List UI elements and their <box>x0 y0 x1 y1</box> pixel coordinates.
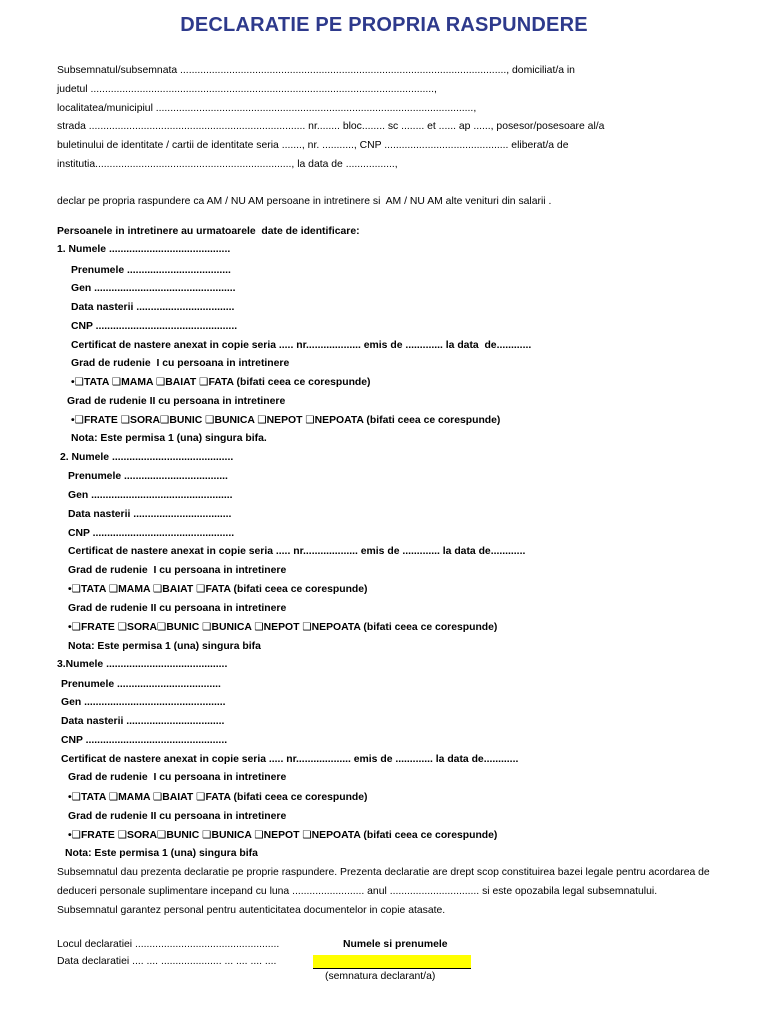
numele-si-prenumele-label: Numele si prenumele <box>343 939 448 950</box>
person3-certificat: Certificat de nastere anexat in copie seria ..... nr................... emis de ............. la data de............ <box>61 754 519 765</box>
person1-gen: Gen ................................................. <box>71 283 236 294</box>
person2-grad2-label: Grad de rudenie II cu persoana in intretinere <box>68 603 287 614</box>
declaration-text: declar pe propria raspundere ca AM / NU AM persoane in intretinere si AM / NU AM alte venituri din salarii . <box>57 196 552 207</box>
person3-grad1-label: Grad de rudenie I cu persoana in intretinere <box>68 772 287 783</box>
person1-certificat: Certificat de nastere anexat in copie seria ..... nr................... emis de ............. la data de............ <box>71 340 532 351</box>
person2-prenumele: Prenumele .................................... <box>68 471 228 482</box>
locul-declaratiei: Locul declaratiei .................................................. <box>57 939 280 950</box>
intro-line-2: judetul ......................................................................................................................., <box>57 84 437 95</box>
person1-grad2-label: Grad de rudenie II cu persoana in intretinere <box>67 396 286 407</box>
person3-nota: Nota: Este permisa 1 (una) singura bifa <box>65 848 258 859</box>
person3-numele: 3.Numele .......................................... <box>57 659 228 670</box>
person1-grad2-options[interactable]: •❑FRATE ❑SORA❑BUNIC ❑BUNICA ❑NEPOT ❑NEPOATA (bifati ceea ce corespunde) <box>71 415 501 426</box>
person2-data-nasterii: Data nasterii .................................. <box>68 509 232 520</box>
person1-grad1-label: Grad de rudenie I cu persoana in intretinere <box>71 358 290 369</box>
intro-line-5: buletinului de identitate / cartii de identitate seria ......., nr. ..........., CNP ........................................... eliberat/a de <box>57 140 569 151</box>
person1-grad1-options[interactable]: •❑TATA ❑MAMA ❑BAIAT ❑FATA (bifati ceea ce corespunde) <box>71 377 371 388</box>
person3-gen: Gen ................................................. <box>61 697 226 708</box>
person2-grad1-label: Grad de rudenie I cu persoana in intretinere <box>68 565 287 576</box>
person3-prenumele: Prenumele .................................... <box>61 679 221 690</box>
person2-gen: Gen ................................................. <box>68 490 233 501</box>
person3-data-nasterii: Data nasterii .................................. <box>61 716 225 727</box>
persons-header: Persoanele in intretinere au urmatoarele date de identificare: <box>57 226 360 237</box>
person2-grad2-options[interactable]: •❑FRATE ❑SORA❑BUNIC ❑BUNICA ❑NEPOT ❑NEPOATA (bifati ceea ce corespunde) <box>68 622 498 633</box>
person1-data-nasterii: Data nasterii .................................. <box>71 302 235 313</box>
person2-nota: Nota: Este permisa 1 (una) singura bifa <box>68 641 261 652</box>
person3-grad2-options[interactable]: •❑FRATE ❑SORA❑BUNIC ❑BUNICA ❑NEPOT ❑NEPOATA (bifati ceea ce corespunde) <box>68 830 498 841</box>
signature-field[interactable] <box>313 953 471 971</box>
document-title: DECLARATIE PE PROPRIA RASPUNDERE <box>180 14 588 36</box>
closing-paragraph: Subsemnatul dau prezenta declaratie pe proprie raspundere. Prezenta declaratie are drept scop constituirea bazei legale pentru acordarea de deduceri personale suplimentare incepand cu luna ......................... anul ............................... si este opozabila legal subsemnatului. Subsemnatul garantez personal pentru autenticitatea documentelor in copie atasate. <box>57 867 710 916</box>
person3-cnp: CNP ................................................. <box>61 735 228 746</box>
person1-prenumele: Prenumele .................................... <box>71 265 231 276</box>
person2-certificat: Certificat de nastere anexat in copie seria ..... nr................... emis de ............. la data de............ <box>68 546 526 557</box>
person1-numele: 1. Numele .......................................... <box>57 244 231 255</box>
intro-line-1: Subsemnatul/subsemnata ................................................................................................................., domiciliat/a in <box>57 65 575 76</box>
intro-line-4: strada ........................................................................... nr........ bloc........ sc ........ et ...... ap ......, posesor/posesoare al/a <box>57 121 605 132</box>
intro-line-6: institutia...................................................................., la data de ................., <box>57 159 398 170</box>
person3-grad1-options[interactable]: •❑TATA ❑MAMA ❑BAIAT ❑FATA (bifati ceea ce corespunde) <box>68 792 368 803</box>
signature-highlight <box>313 955 471 969</box>
person2-numele: 2. Numele .......................................... <box>60 452 234 463</box>
person2-cnp: CNP ................................................. <box>68 528 235 539</box>
person1-nota: Nota: Este permisa 1 (una) singura bifa. <box>71 433 267 444</box>
intro-line-3: localitatea/municipiul .............................................................................................................., <box>57 103 477 114</box>
signature-caption: (semnatura declarant/a) <box>325 971 436 982</box>
person1-cnp: CNP ................................................. <box>71 321 238 332</box>
person2-grad1-options[interactable]: •❑TATA ❑MAMA ❑BAIAT ❑FATA (bifati ceea ce corespunde) <box>68 584 368 595</box>
data-declaratiei: Data declaratiei .... .... ..................... ... .... .... .... <box>57 956 277 967</box>
person3-grad2-label: Grad de rudenie II cu persoana in intretinere <box>68 811 287 822</box>
